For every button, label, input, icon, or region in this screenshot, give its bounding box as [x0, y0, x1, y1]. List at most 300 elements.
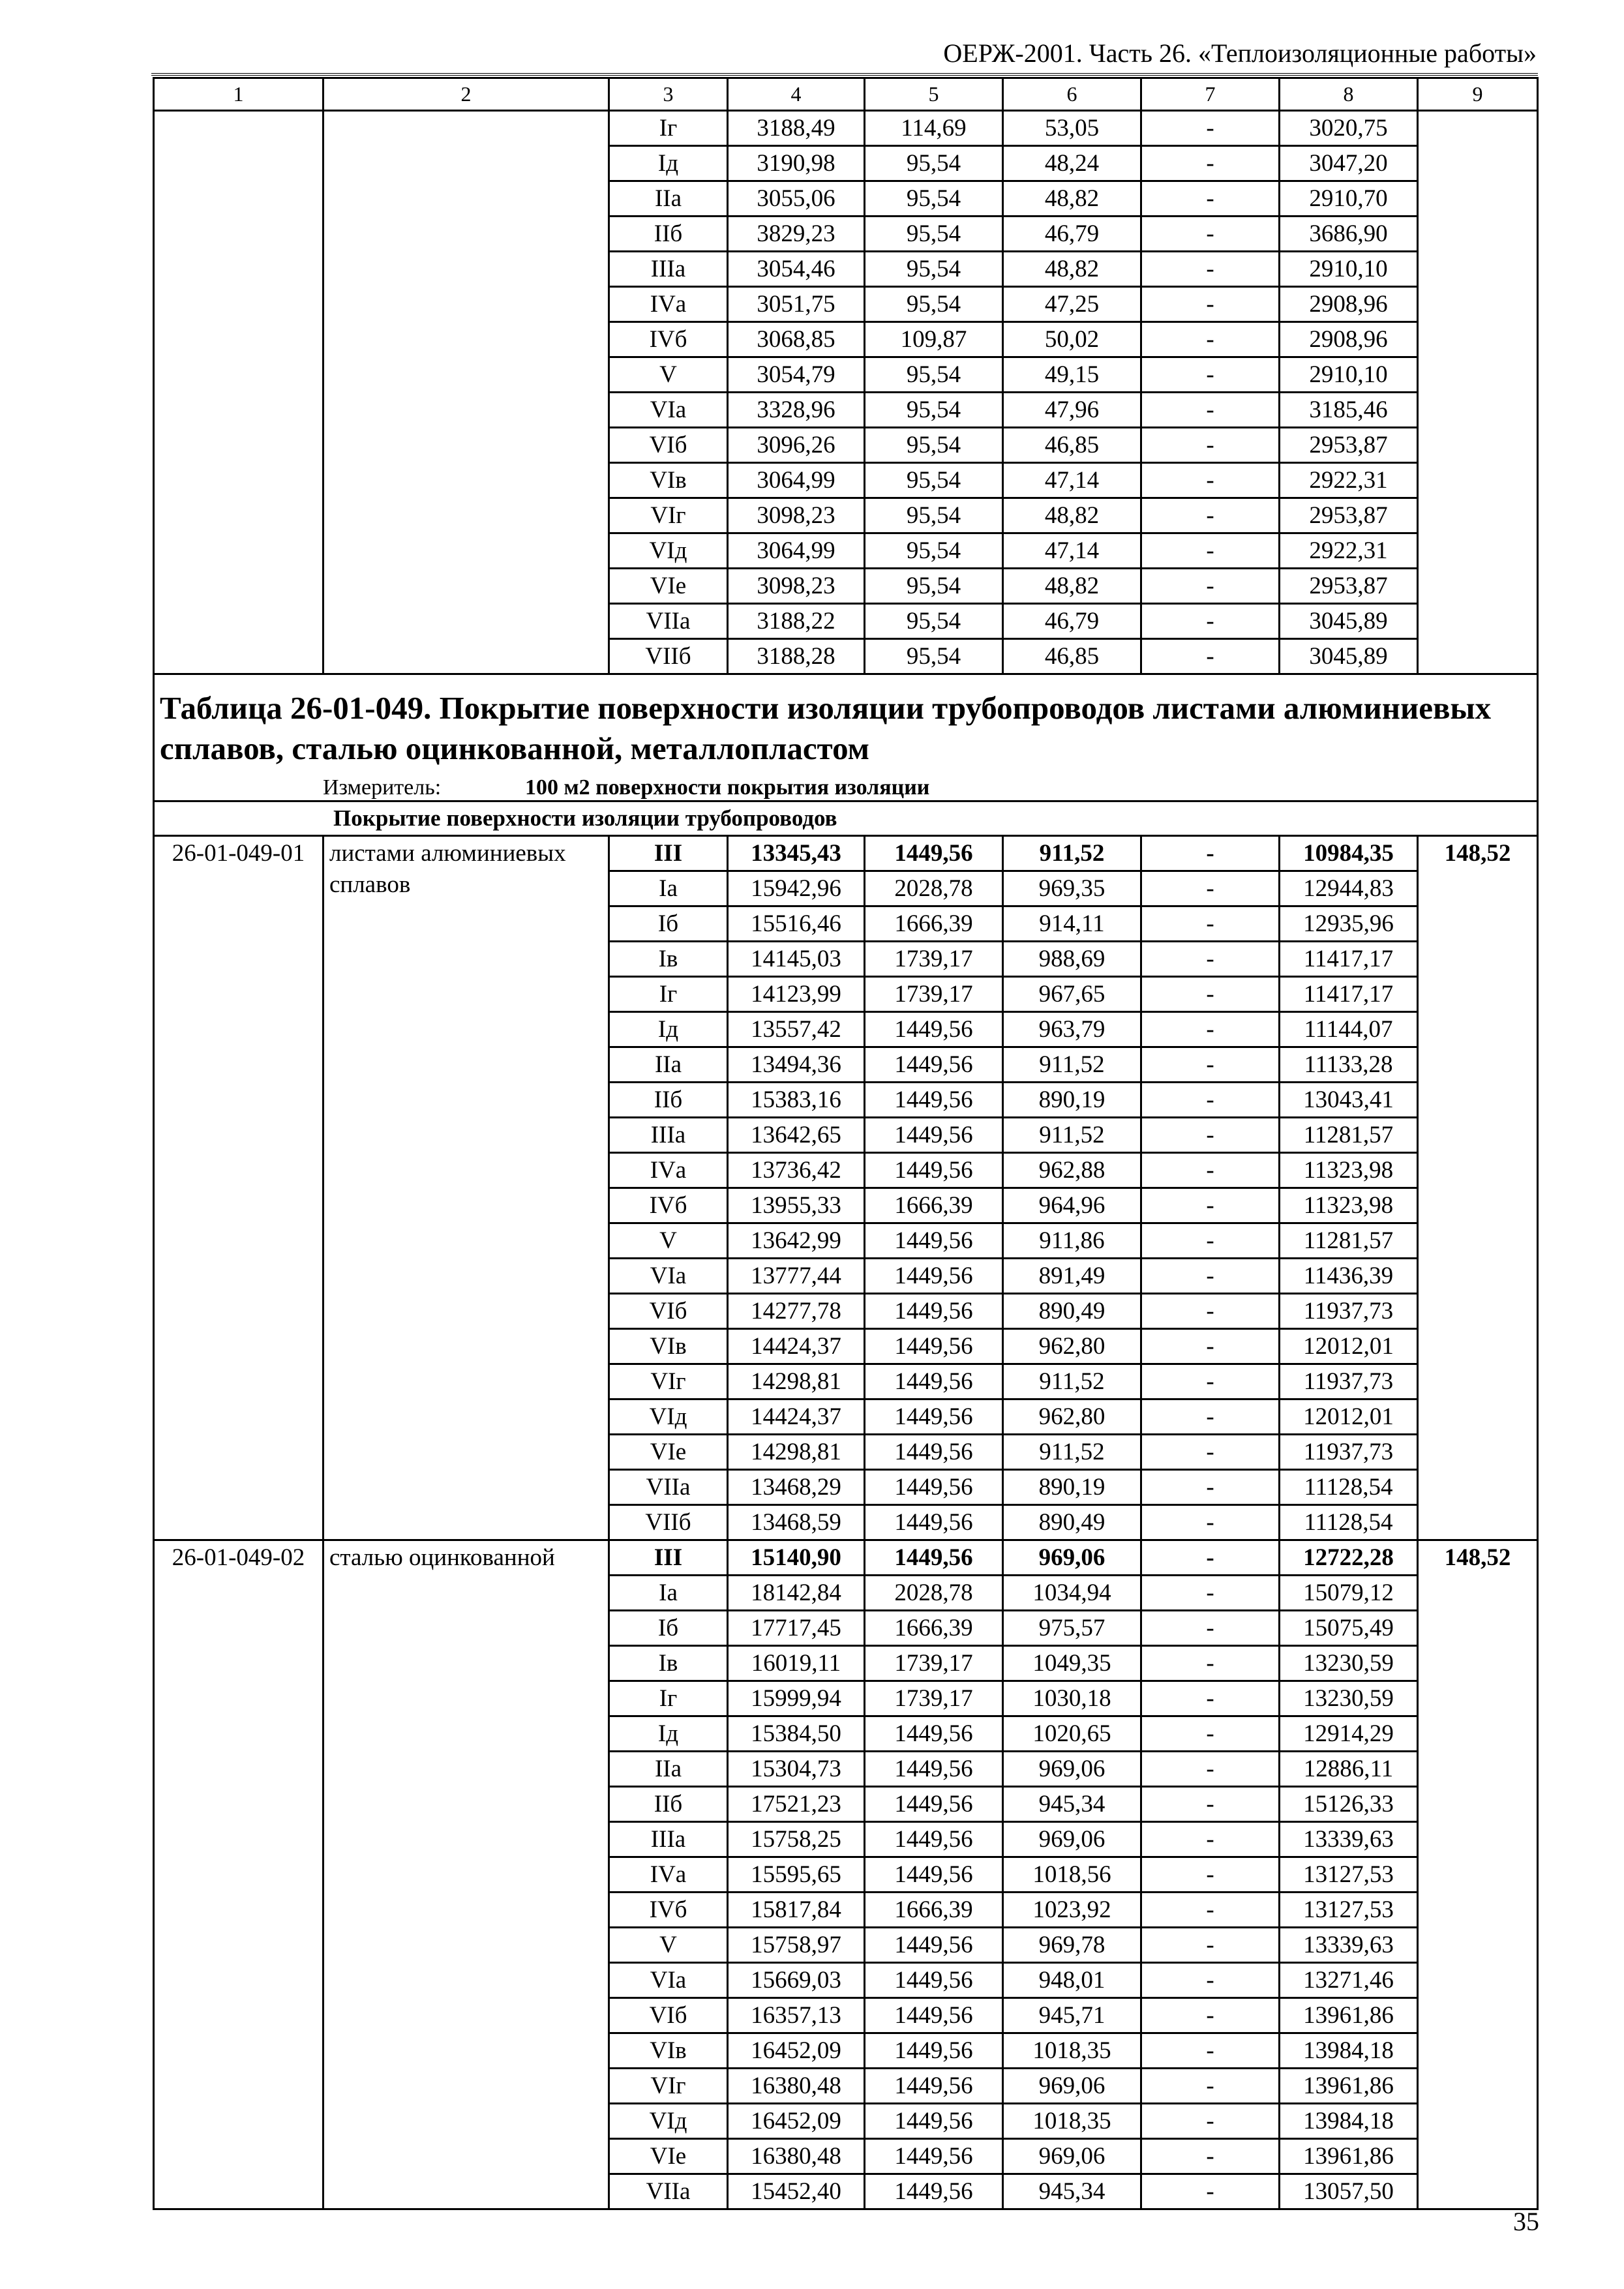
driver-wages-cell: - — [1141, 1329, 1280, 1364]
machines-cell: 945,34 — [1003, 1787, 1141, 1822]
total-cost-cell: 3051,75 — [728, 287, 865, 322]
materials-cell: 3020,75 — [1280, 111, 1418, 146]
total-cost-cell: 18142,84 — [728, 1576, 865, 1611]
rate-name — [323, 111, 609, 674]
total-cost-cell: 3098,23 — [728, 498, 865, 533]
materials-cell: 12012,01 — [1280, 1329, 1418, 1364]
zone-cell: Iг — [609, 1681, 728, 1716]
driver-wages-cell: - — [1141, 1118, 1280, 1153]
materials-cell: 15075,49 — [1280, 1611, 1418, 1646]
zone-cell: V — [609, 1223, 728, 1259]
machines-cell: 1020,65 — [1003, 1716, 1141, 1752]
wages-cell: 1449,56 — [865, 1963, 1003, 1998]
total-cost-cell: 14424,37 — [728, 1329, 865, 1364]
total-cost-cell: 14298,81 — [728, 1435, 865, 1470]
zone-cell: IVб — [609, 1188, 728, 1223]
labor-cost-cell: 148,52 — [1418, 1540, 1538, 2209]
zone-cell: IVа — [609, 1857, 728, 1893]
materials-cell: 13230,59 — [1280, 1646, 1418, 1681]
rates-table — [153, 77, 1539, 2210]
driver-wages-cell: - — [1141, 287, 1280, 322]
machines-cell: 975,57 — [1003, 1611, 1141, 1646]
wages-cell: 1449,56 — [865, 2104, 1003, 2139]
column-number: 6 — [1003, 78, 1141, 111]
driver-wages-cell: - — [1141, 1857, 1280, 1893]
materials-cell: 2908,96 — [1280, 287, 1418, 322]
column-number: 3 — [609, 78, 728, 111]
zone-cell: VIа — [609, 1259, 728, 1294]
wages-cell: 1449,56 — [865, 1716, 1003, 1752]
driver-wages-cell: - — [1141, 1646, 1280, 1681]
zone-cell: IIIа — [609, 1118, 728, 1153]
page-header — [151, 37, 1538, 76]
wages-cell: 1449,56 — [865, 1118, 1003, 1153]
materials-cell: 11417,17 — [1280, 942, 1418, 977]
zone-cell: Iд — [609, 1012, 728, 1047]
materials-cell: 11323,98 — [1280, 1153, 1418, 1188]
driver-wages-cell: - — [1141, 1012, 1280, 1047]
materials-cell: 11937,73 — [1280, 1364, 1418, 1399]
materials-cell: 2910,10 — [1280, 357, 1418, 393]
machines-cell: 1034,94 — [1003, 1576, 1141, 1611]
driver-wages-cell: - — [1141, 1716, 1280, 1752]
zone-cell: IIа — [609, 181, 728, 217]
driver-wages-cell: - — [1141, 1223, 1280, 1259]
materials-cell: 3047,20 — [1280, 146, 1418, 181]
materials-cell: 2910,10 — [1280, 252, 1418, 287]
wages-cell: 114,69 — [865, 111, 1003, 146]
rate-name: сталью оцинкованной — [323, 1540, 609, 2209]
table-title-cell — [154, 674, 1538, 801]
driver-wages-cell: - — [1141, 2033, 1280, 2069]
wages-cell: 1449,56 — [865, 836, 1003, 871]
wages-cell: 1449,56 — [865, 1928, 1003, 1963]
driver-wages-cell: - — [1141, 1928, 1280, 1963]
wages-cell: 95,54 — [865, 428, 1003, 463]
zone-cell: VIа — [609, 1963, 728, 1998]
wages-cell: 2028,78 — [865, 1576, 1003, 1611]
wages-cell: 95,54 — [865, 569, 1003, 604]
wages-cell: 1666,39 — [865, 1893, 1003, 1928]
zone-cell: VIг — [609, 2069, 728, 2104]
section-title-row — [154, 801, 1538, 836]
wages-cell: 1449,56 — [865, 1998, 1003, 2033]
driver-wages-cell: - — [1141, 181, 1280, 217]
total-cost-cell: 15999,94 — [728, 1681, 865, 1716]
machines-cell: 46,79 — [1003, 604, 1141, 639]
driver-wages-cell: - — [1141, 217, 1280, 252]
wages-cell: 95,54 — [865, 393, 1003, 428]
zone-cell: III — [609, 836, 728, 871]
materials-cell: 2922,31 — [1280, 533, 1418, 569]
driver-wages-cell: - — [1141, 357, 1280, 393]
total-cost-cell: 13642,65 — [728, 1118, 865, 1153]
materials-cell: 2910,70 — [1280, 181, 1418, 217]
zone-cell: IVб — [609, 322, 728, 357]
zone-cell: VIIа — [609, 2174, 728, 2209]
machines-cell: 1018,35 — [1003, 2104, 1141, 2139]
total-cost-cell: 15942,96 — [728, 871, 865, 906]
materials-cell: 13339,63 — [1280, 1928, 1418, 1963]
machines-cell: 969,06 — [1003, 1540, 1141, 1576]
materials-cell: 2953,87 — [1280, 569, 1418, 604]
driver-wages-cell: - — [1141, 428, 1280, 463]
zone-cell: IVб — [609, 1893, 728, 1928]
machines-cell: 1049,35 — [1003, 1646, 1141, 1681]
zone-cell: VIв — [609, 463, 728, 498]
machines-cell: 46,85 — [1003, 428, 1141, 463]
wages-cell: 95,54 — [865, 357, 1003, 393]
zone-cell: Iа — [609, 871, 728, 906]
total-cost-cell: 15452,40 — [728, 2174, 865, 2209]
materials-cell: 13043,41 — [1280, 1083, 1418, 1118]
machines-cell: 46,85 — [1003, 639, 1141, 674]
machines-cell: 47,25 — [1003, 287, 1141, 322]
materials-cell: 2953,87 — [1280, 428, 1418, 463]
total-cost-cell: 3054,79 — [728, 357, 865, 393]
machines-cell: 1023,92 — [1003, 1893, 1141, 1928]
machines-cell: 47,14 — [1003, 463, 1141, 498]
column-number: 1 — [154, 78, 323, 111]
driver-wages-cell: - — [1141, 2139, 1280, 2174]
column-number: 4 — [728, 78, 865, 111]
wages-cell: 1666,39 — [865, 1188, 1003, 1223]
materials-cell: 13127,53 — [1280, 1857, 1418, 1893]
zone-cell: VIг — [609, 1364, 728, 1399]
zone-cell: VIIб — [609, 639, 728, 674]
table-title: Таблица 26-01-049. Покрытие поверхности изоляции трубопроводов листами алюминиевых сплавов, сталью оцинкованной, металлопластом — [160, 690, 1492, 766]
column-number-row — [154, 78, 1538, 111]
zone-cell: VIв — [609, 1329, 728, 1364]
zone-cell: IIа — [609, 1047, 728, 1083]
total-cost-cell: 16452,09 — [728, 2104, 865, 2139]
zone-cell: VIе — [609, 569, 728, 604]
page-number: 35 — [1513, 2207, 1539, 2236]
driver-wages-cell: - — [1141, 1681, 1280, 1716]
zone-cell: Iб — [609, 1611, 728, 1646]
total-cost-cell: 14145,03 — [728, 942, 865, 977]
machines-cell: 969,06 — [1003, 2139, 1141, 2174]
labor-cost-cell: 148,52 — [1418, 836, 1538, 1540]
machines-cell: 962,80 — [1003, 1399, 1141, 1435]
machines-cell: 911,52 — [1003, 1364, 1141, 1399]
driver-wages-cell: - — [1141, 604, 1280, 639]
wages-cell: 1449,56 — [865, 1540, 1003, 1576]
driver-wages-cell: - — [1141, 1611, 1280, 1646]
total-cost-cell: 3096,26 — [728, 428, 865, 463]
machines-cell: 48,82 — [1003, 498, 1141, 533]
machines-cell: 890,49 — [1003, 1505, 1141, 1540]
machines-cell: 48,82 — [1003, 252, 1141, 287]
zone-cell: Iб — [609, 906, 728, 942]
total-cost-cell: 3098,23 — [728, 569, 865, 604]
materials-cell: 12722,28 — [1280, 1540, 1418, 1576]
total-cost-cell: 15758,97 — [728, 1928, 865, 1963]
total-cost-cell: 3055,06 — [728, 181, 865, 217]
machines-cell: 911,52 — [1003, 1118, 1141, 1153]
wages-cell: 1666,39 — [865, 1611, 1003, 1646]
table-row — [154, 1540, 1538, 1576]
wages-cell: 1449,56 — [865, 1329, 1003, 1364]
zone-cell: VIб — [609, 428, 728, 463]
wages-cell: 2028,78 — [865, 871, 1003, 906]
total-cost-cell: 13494,36 — [728, 1047, 865, 1083]
materials-cell: 11133,28 — [1280, 1047, 1418, 1083]
column-number: 2 — [323, 78, 609, 111]
machines-cell: 945,71 — [1003, 1998, 1141, 2033]
total-cost-cell: 16380,48 — [728, 2139, 865, 2174]
materials-cell: 11281,57 — [1280, 1223, 1418, 1259]
driver-wages-cell: - — [1141, 1259, 1280, 1294]
wages-cell: 1449,56 — [865, 1787, 1003, 1822]
wages-cell: 1739,17 — [865, 977, 1003, 1012]
table-title-row — [154, 674, 1538, 801]
materials-cell: 12012,01 — [1280, 1399, 1418, 1435]
machines-cell: 911,52 — [1003, 836, 1141, 871]
header-text: ОЕРЖ-2001. Часть 26. «Теплоизоляционные работы» — [943, 38, 1537, 68]
total-cost-cell: 3188,28 — [728, 639, 865, 674]
total-cost-cell: 3829,23 — [728, 217, 865, 252]
driver-wages-cell: - — [1141, 906, 1280, 942]
zone-cell: V — [609, 1928, 728, 1963]
driver-wages-cell: - — [1141, 2069, 1280, 2104]
driver-wages-cell: - — [1141, 1399, 1280, 1435]
total-cost-cell: 15384,50 — [728, 1716, 865, 1752]
wages-cell: 1449,56 — [865, 1364, 1003, 1399]
machines-cell: 914,11 — [1003, 906, 1141, 942]
materials-cell: 15126,33 — [1280, 1787, 1418, 1822]
wages-cell: 109,87 — [865, 322, 1003, 357]
total-cost-cell: 13777,44 — [728, 1259, 865, 1294]
zone-cell: VIIа — [609, 604, 728, 639]
total-cost-cell: 3190,98 — [728, 146, 865, 181]
driver-wages-cell: - — [1141, 1188, 1280, 1223]
total-cost-cell: 13468,29 — [728, 1470, 865, 1505]
wages-cell: 1449,56 — [865, 1505, 1003, 1540]
zone-cell: VIб — [609, 1294, 728, 1329]
driver-wages-cell: - — [1141, 1083, 1280, 1118]
section-title: Покрытие поверхности изоляции трубопроводов — [154, 801, 1538, 836]
driver-wages-cell: - — [1141, 1963, 1280, 1998]
driver-wages-cell: - — [1141, 1752, 1280, 1787]
unit-label: Измеритель: — [323, 775, 442, 800]
materials-cell: 12944,83 — [1280, 871, 1418, 906]
wages-cell: 95,54 — [865, 463, 1003, 498]
table-row — [154, 111, 1538, 146]
materials-cell: 2922,31 — [1280, 463, 1418, 498]
total-cost-cell: 3188,49 — [728, 111, 865, 146]
wages-cell: 95,54 — [865, 604, 1003, 639]
unit-value: 100 м2 поверхности покрытия изоляции — [525, 775, 930, 800]
zone-cell: Iа — [609, 1576, 728, 1611]
total-cost-cell: 16357,13 — [728, 1998, 865, 2033]
total-cost-cell: 15516,46 — [728, 906, 865, 942]
driver-wages-cell: - — [1141, 1787, 1280, 1822]
driver-wages-cell: - — [1141, 1364, 1280, 1399]
column-number: 8 — [1280, 78, 1418, 111]
materials-cell: 13984,18 — [1280, 2033, 1418, 2069]
materials-cell: 2953,87 — [1280, 498, 1418, 533]
total-cost-cell: 14123,99 — [728, 977, 865, 1012]
materials-cell: 15079,12 — [1280, 1576, 1418, 1611]
total-cost-cell: 3064,99 — [728, 533, 865, 569]
driver-wages-cell: - — [1141, 1505, 1280, 1540]
total-cost-cell: 15383,16 — [728, 1083, 865, 1118]
driver-wages-cell: - — [1141, 1435, 1280, 1470]
rate-name: листами алюминиевых сплавов — [323, 836, 609, 1540]
wages-cell: 95,54 — [865, 533, 1003, 569]
wages-cell: 1449,56 — [865, 1259, 1003, 1294]
materials-cell: 11436,39 — [1280, 1259, 1418, 1294]
materials-cell: 12914,29 — [1280, 1716, 1418, 1752]
wages-cell: 1449,56 — [865, 1083, 1003, 1118]
wages-cell: 1449,56 — [865, 1223, 1003, 1259]
driver-wages-cell: - — [1141, 977, 1280, 1012]
driver-wages-cell: - — [1141, 871, 1280, 906]
total-cost-cell: 3064,99 — [728, 463, 865, 498]
materials-cell: 11937,73 — [1280, 1435, 1418, 1470]
zone-cell: IVа — [609, 1153, 728, 1188]
machines-cell: 948,01 — [1003, 1963, 1141, 1998]
driver-wages-cell: - — [1141, 836, 1280, 871]
total-cost-cell: 13557,42 — [728, 1012, 865, 1047]
zone-cell: VIд — [609, 1399, 728, 1435]
driver-wages-cell: - — [1141, 569, 1280, 604]
total-cost-cell: 3054,46 — [728, 252, 865, 287]
machines-cell: 964,96 — [1003, 1188, 1141, 1223]
total-cost-cell: 17717,45 — [728, 1611, 865, 1646]
materials-cell: 3185,46 — [1280, 393, 1418, 428]
total-cost-cell: 15758,25 — [728, 1822, 865, 1857]
driver-wages-cell: - — [1141, 111, 1280, 146]
total-cost-cell: 3068,85 — [728, 322, 865, 357]
total-cost-cell: 14277,78 — [728, 1294, 865, 1329]
zone-cell: VIа — [609, 393, 728, 428]
zone-cell: Iг — [609, 977, 728, 1012]
total-cost-cell: 15669,03 — [728, 1963, 865, 1998]
driver-wages-cell: - — [1141, 942, 1280, 977]
driver-wages-cell: - — [1141, 639, 1280, 674]
machines-cell: 890,49 — [1003, 1294, 1141, 1329]
materials-cell: 11417,17 — [1280, 977, 1418, 1012]
driver-wages-cell: - — [1141, 1576, 1280, 1611]
materials-cell: 3045,89 — [1280, 639, 1418, 674]
wages-cell: 1449,56 — [865, 1857, 1003, 1893]
driver-wages-cell: - — [1141, 463, 1280, 498]
materials-cell: 13127,53 — [1280, 1893, 1418, 1928]
zone-cell: IIб — [609, 217, 728, 252]
total-cost-cell: 13345,43 — [728, 836, 865, 871]
driver-wages-cell: - — [1141, 1294, 1280, 1329]
machines-cell: 962,88 — [1003, 1153, 1141, 1188]
driver-wages-cell: - — [1141, 1822, 1280, 1857]
wages-cell: 1449,56 — [865, 2069, 1003, 2104]
wages-cell: 1449,56 — [865, 1012, 1003, 1047]
total-cost-cell: 13955,33 — [728, 1188, 865, 1223]
materials-cell: 11937,73 — [1280, 1294, 1418, 1329]
driver-wages-cell: - — [1141, 533, 1280, 569]
materials-cell: 3045,89 — [1280, 604, 1418, 639]
materials-cell: 13271,46 — [1280, 1963, 1418, 1998]
materials-cell: 11144,07 — [1280, 1012, 1418, 1047]
zone-cell: Iг — [609, 111, 728, 146]
materials-cell: 3686,90 — [1280, 217, 1418, 252]
zone-cell: Iд — [609, 1716, 728, 1752]
wages-cell: 1449,56 — [865, 2174, 1003, 2209]
machines-cell: 47,96 — [1003, 393, 1141, 428]
rate-code: 26-01-049-01 — [154, 836, 323, 1540]
total-cost-cell: 13642,99 — [728, 1223, 865, 1259]
zone-cell: Iв — [609, 942, 728, 977]
machines-cell: 46,79 — [1003, 217, 1141, 252]
column-number: 9 — [1418, 78, 1538, 111]
wages-cell: 1739,17 — [865, 1681, 1003, 1716]
materials-cell: 13961,86 — [1280, 2139, 1418, 2174]
wages-cell: 95,54 — [865, 217, 1003, 252]
machines-cell: 47,14 — [1003, 533, 1141, 569]
driver-wages-cell: - — [1141, 1893, 1280, 1928]
wages-cell: 95,54 — [865, 252, 1003, 287]
zone-cell: VIIб — [609, 1505, 728, 1540]
wages-cell: 1449,56 — [865, 1470, 1003, 1505]
machines-cell: 53,05 — [1003, 111, 1141, 146]
wages-cell: 1739,17 — [865, 1646, 1003, 1681]
materials-cell: 11128,54 — [1280, 1505, 1418, 1540]
total-cost-cell: 16452,09 — [728, 2033, 865, 2069]
machines-cell: 50,02 — [1003, 322, 1141, 357]
machines-cell: 48,82 — [1003, 569, 1141, 604]
driver-wages-cell: - — [1141, 1047, 1280, 1083]
machines-cell: 48,24 — [1003, 146, 1141, 181]
unit-line — [160, 775, 1531, 800]
zone-cell: IIб — [609, 1083, 728, 1118]
materials-cell: 13057,50 — [1280, 2174, 1418, 2209]
zone-cell: VIг — [609, 498, 728, 533]
total-cost-cell: 17521,23 — [728, 1787, 865, 1822]
machines-cell: 890,19 — [1003, 1083, 1141, 1118]
machines-cell: 49,15 — [1003, 357, 1141, 393]
total-cost-cell: 13736,42 — [728, 1153, 865, 1188]
driver-wages-cell: - — [1141, 252, 1280, 287]
total-cost-cell: 15304,73 — [728, 1752, 865, 1787]
materials-cell: 11323,98 — [1280, 1188, 1418, 1223]
wages-cell: 95,54 — [865, 181, 1003, 217]
machines-cell: 969,35 — [1003, 871, 1141, 906]
driver-wages-cell: - — [1141, 1470, 1280, 1505]
driver-wages-cell: - — [1141, 2104, 1280, 2139]
zone-cell: VIIа — [609, 1470, 728, 1505]
materials-cell: 11281,57 — [1280, 1118, 1418, 1153]
materials-cell: 13961,86 — [1280, 2069, 1418, 2104]
machines-cell: 963,79 — [1003, 1012, 1141, 1047]
machines-cell: 988,69 — [1003, 942, 1141, 977]
zone-cell: Iв — [609, 1646, 728, 1681]
wages-cell: 1449,56 — [865, 1435, 1003, 1470]
zone-cell: VIб — [609, 1998, 728, 2033]
machines-cell: 962,80 — [1003, 1329, 1141, 1364]
zone-cell: VIв — [609, 2033, 728, 2069]
wages-cell: 95,54 — [865, 146, 1003, 181]
machines-cell: 1018,35 — [1003, 2033, 1141, 2069]
wages-cell: 1449,56 — [865, 1047, 1003, 1083]
machines-cell: 911,86 — [1003, 1223, 1141, 1259]
zone-cell: IVа — [609, 287, 728, 322]
wages-cell: 1449,56 — [865, 2139, 1003, 2174]
total-cost-cell: 15595,65 — [728, 1857, 865, 1893]
zone-cell: VIд — [609, 2104, 728, 2139]
total-cost-cell: 13468,59 — [728, 1505, 865, 1540]
driver-wages-cell: - — [1141, 1153, 1280, 1188]
